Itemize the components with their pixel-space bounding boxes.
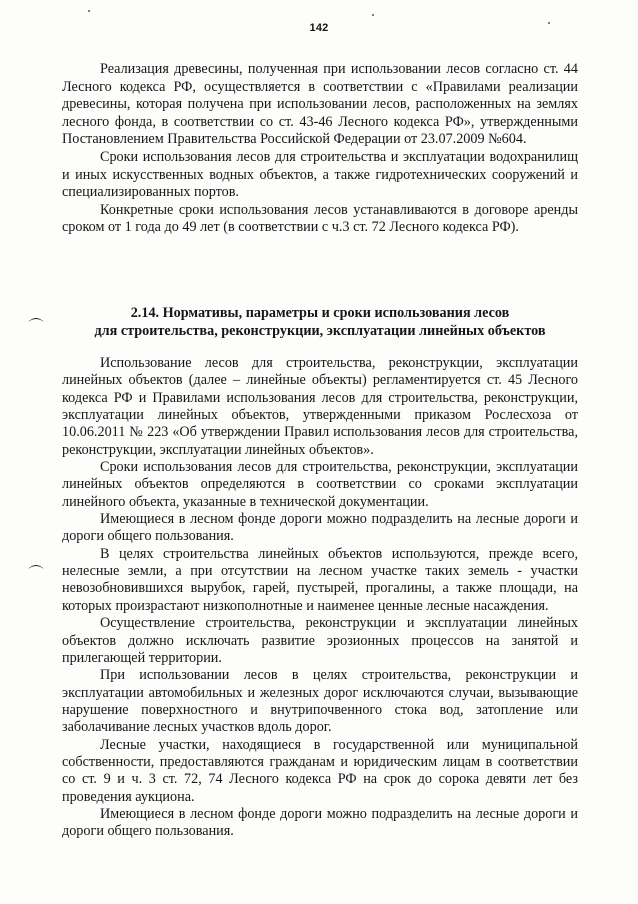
- intro-text-block: [62, 61, 578, 237]
- scan-speck: [372, 14, 374, 16]
- scan-speck: [548, 22, 550, 24]
- section-text-block: [62, 355, 578, 841]
- paragraph-reservoir-terms: Сроки использования лесов для строительства и эксплуатации водохранилищ и иных искусственных водных объектов, а также гидротехнических сооружений и специализированных портов.: [62, 148, 578, 201]
- paragraph-erosion: Осуществление строительства, реконструкции и эксплуатации линейных объектов должно исключать развитие эрозионных процессов на занятой и прилегающей территории.: [62, 615, 578, 666]
- section-heading: [62, 304, 578, 340]
- page-number: 142: [309, 22, 329, 34]
- paragraph-road-construction: При использовании лесов в целях строительства, реконструкции и эксплуатации автомобильных и железных дорог исключаются случаи, вызывающие нарушение поверхностного и внутрипочвенного стока вод, затопление или заболачивание лесных участков вдоль дорог.: [62, 667, 578, 736]
- paragraph-land-priority: В целях строительства линейных объектов используются, прежде всего, нелесные земли, а при отсутствии на лесном участке таких земель - участки невозобновившихся вырубок, гарей, пустырей, прогалины, а также площади, на которых произрастают низкополнотные и наименее ценные лесные насаждения.: [62, 545, 578, 614]
- paragraph-regulation: Использование лесов для строительства, реконструкции, эксплуатации линейных объектов (далее – линейные объекты) регламентируется ст. 45 Лесного кодекса РФ и Правилами использования лесов для строительства, реконструкции, эксплуатации линейных объектов, утвержденными приказом Рослесхоза от 10.06.2011 № 223 «Об утверждении Правил использования лесов для строительства, реконструкции, эксплуатации линейных объектов».: [62, 355, 578, 458]
- paragraph-usage-terms: Сроки использования лесов для строительства, реконструкции, эксплуатации линейных объектов определяются в соответствии со сроками эксплуатации линейного объекта, указанные в технической документации.: [62, 459, 578, 510]
- paragraph-lease-terms: Конкретные сроки использования лесов устанавливаются в договоре аренды сроком от 1 года до 49 лет (в соответствии с ч.3 ст. 72 Лесного кодекса РФ).: [62, 201, 578, 236]
- section-heading-line-2: для строительства, реконструкции, эксплуатации линейных объектов: [94, 323, 546, 339]
- paragraph-land-provision: Лесные участки, находящиеся в государственной или муниципальной собственности, предоставляются гражданам и юридическим лицам в соответствии со ст. 9 и ч. 3 ст. 72, 74 Лесного кодекса РФ на срок до сорока девяти лет без проведения аукциона.: [62, 736, 578, 805]
- section-heading-line-1: 2.14. Нормативы, параметры и сроки использования лесов: [130, 305, 510, 321]
- binder-hole-mark-icon: [27, 561, 45, 571]
- paragraph-roads-classification-repeat: Имеющиеся в лесном фонде дороги можно подразделить на лесные дороги и дороги общего пользования.: [62, 805, 578, 840]
- paragraph-roads-classification: Имеющиеся в лесном фонде дороги можно подразделить на лесные дороги и дороги общего пользования.: [62, 511, 578, 545]
- binder-hole-mark-icon: [27, 314, 45, 324]
- paragraph-wood-sale: Реализация древесины, полученная при использовании лесов согласно ст. 44 Лесного кодекса РФ, осуществляется в соответствии с «Правилами реализации древесины, которая получена при использовании лесов, расположенных на землях лесного фонда, в соответствии со ст. 43-46 Лесного кодекса РФ», утвержденными Постановлением Правительства Российской Федерации от 23.07.2009 №604.: [62, 61, 578, 148]
- scan-speck: [88, 10, 90, 12]
